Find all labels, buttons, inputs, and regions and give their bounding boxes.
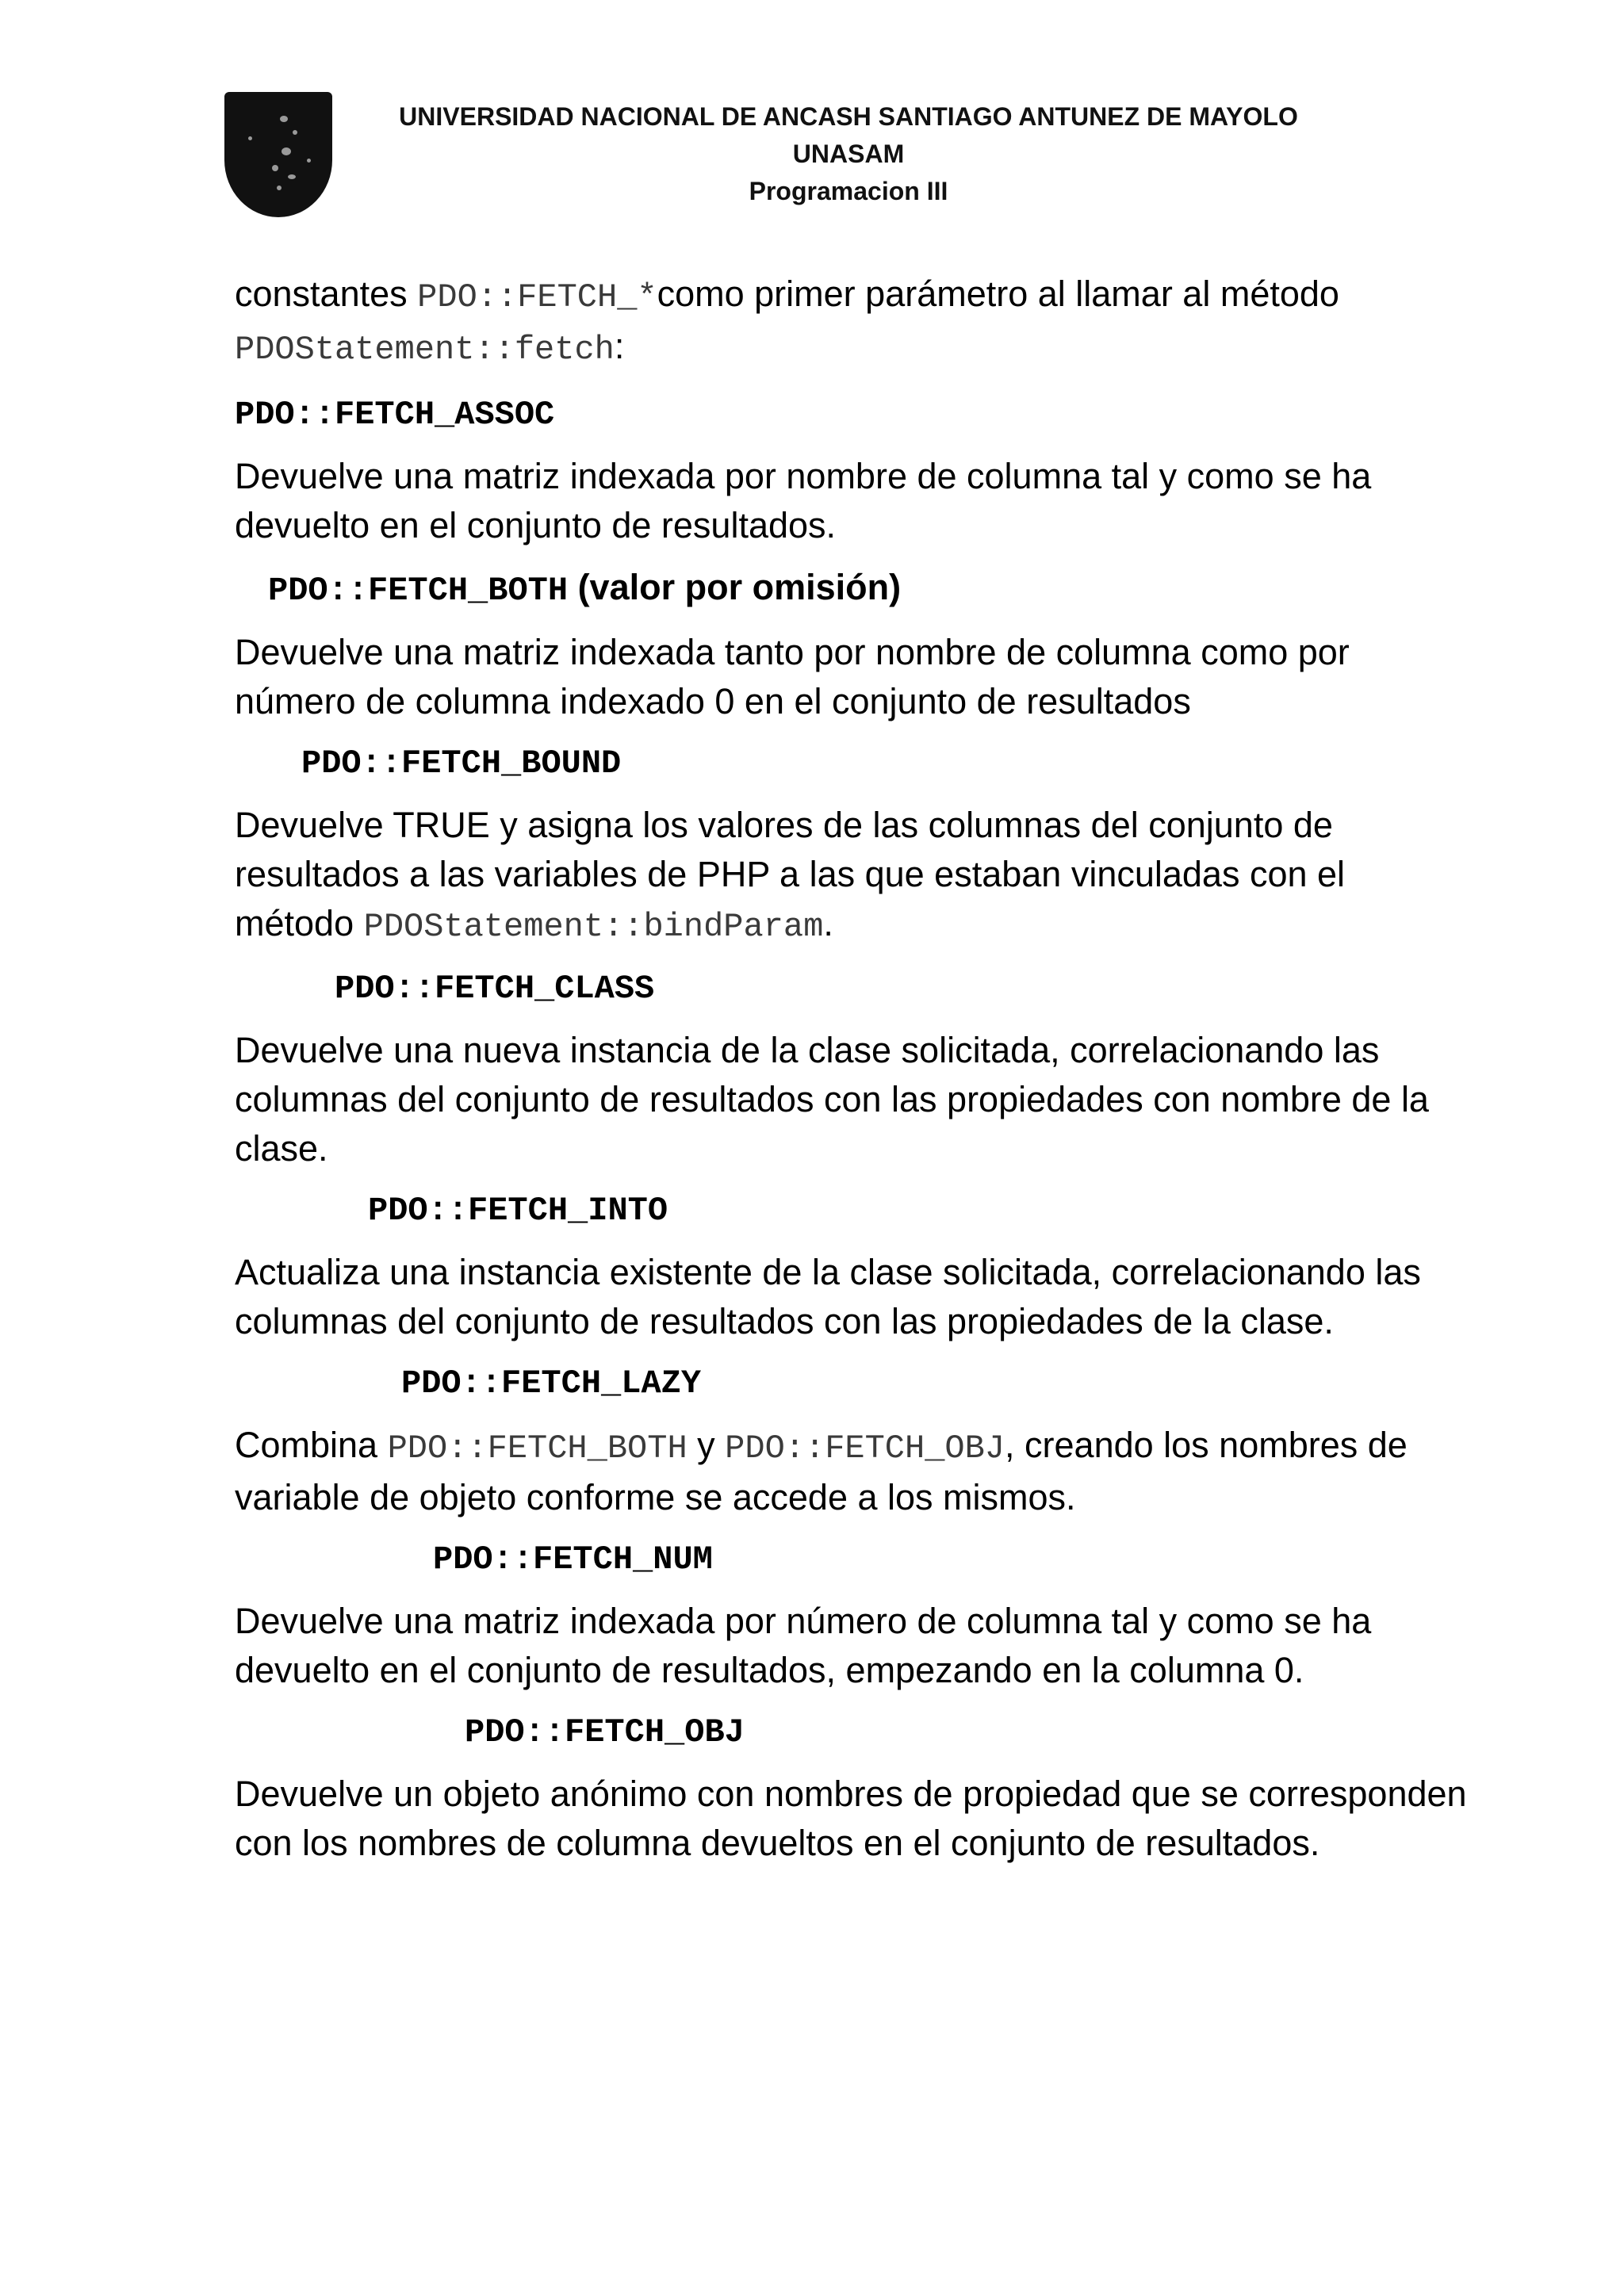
inline-code: PDO::FETCH_* xyxy=(417,278,657,316)
inline-code: PDOStatement::fetch xyxy=(235,331,615,369)
heading-note: (valor por omisión) xyxy=(568,567,902,607)
inline-code: PDOStatement::bindParam xyxy=(363,908,824,946)
constant-description: Devuelve una nueva instancia de la clase solicitada, correlacionando las columnas del conjunto de resultados con las propiedades con nombre de la clase. xyxy=(235,1030,1429,1169)
constant-heading: PDO::FETCH_NUM xyxy=(433,1540,713,1578)
intro-paragraph: constantes PDO::FETCH_*como primer parámetro al llamar al método PDOStatement::fetch: xyxy=(235,274,1339,369)
course-name: Programacion III xyxy=(749,177,948,205)
constant-heading: PDO::FETCH_BOTH (valor por omisión) xyxy=(268,567,902,610)
constant-description: Devuelve una matriz indexada tanto por nombre de columna como por número de columna indexado 0 en el conjunto de resultados xyxy=(235,632,1350,721)
constant-description: Devuelve una matriz indexada por número de columna tal y como se ha devuelto en el conjunto de resultados, empezando en la columna 0. xyxy=(235,1601,1372,1690)
constant-heading: PDO::FETCH_CLASS xyxy=(335,970,655,1008)
constant-description: Actualiza una instancia existente de la clase solicitada, correlacionando las columnas del conjunto de resultados con las propiedades de la clase. xyxy=(235,1252,1421,1341)
constant-description: Devuelve una matriz indexada por nombre de columna tal y como se ha devuelto en el conjunto de resultados. xyxy=(235,456,1372,545)
header-text xyxy=(396,98,1300,210)
constant-heading: PDO::FETCH_INTO xyxy=(368,1192,668,1230)
university-name: UNIVERSIDAD NACIONAL DE ANCASH SANTIAGO ANTUNEZ DE MAYOLO xyxy=(399,102,1298,131)
constant-heading: PDO::FETCH_ASSOC xyxy=(235,396,555,434)
page-header xyxy=(0,87,1624,222)
constant-description: Devuelve TRUE y asigna los valores de las columnas del conjunto de resultados a las variables de PHP a las que estaban vinculadas con el método PDOStatement::bindParam. xyxy=(235,805,1346,946)
constant-heading: PDO::FETCH_OBJ xyxy=(465,1713,745,1751)
constant-description: Devuelve un objeto anónimo con nombres de propiedad que se corresponden con los nombres de columna devueltos en el conjunto de resultados. xyxy=(235,1774,1467,1863)
inline-code: PDO::FETCH_OBJ xyxy=(725,1429,1005,1468)
university-acronym: UNASAM xyxy=(792,140,905,168)
constant-heading: PDO::FETCH_LAZY xyxy=(401,1364,702,1402)
inline-code: PDO::FETCH_BOTH xyxy=(387,1429,688,1468)
document-body xyxy=(235,270,1472,1868)
constant-heading: PDO::FETCH_BOUND xyxy=(301,744,622,783)
constant-description: Combina PDO::FETCH_BOTH y PDO::FETCH_OBJ, creando los nombres de variable de objeto conforme se accede a los mismos. xyxy=(235,1425,1408,1517)
university-logo xyxy=(224,92,332,217)
